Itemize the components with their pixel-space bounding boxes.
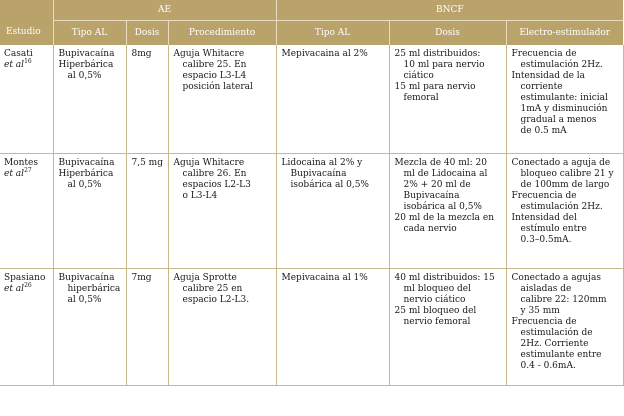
cell-line: aisladas de bbox=[520, 284, 572, 294]
cell-line: 0.4 - 0.6mA. bbox=[520, 361, 576, 371]
cell-line: calibre 22: 120mm bbox=[520, 295, 607, 305]
header-group-row bbox=[0, 0, 623, 21]
cell-line: 2% + 20 ml de bbox=[403, 180, 471, 190]
cell-line: cada nervio bbox=[403, 224, 457, 234]
cell-line: Hiperbárica bbox=[58, 169, 114, 179]
study-ref: 16 bbox=[24, 58, 32, 65]
cell-line: nervio ciático bbox=[403, 295, 466, 305]
cell-line: isobárica al 0,5% bbox=[403, 202, 482, 212]
cell-line: Aguja Whitacre bbox=[173, 49, 245, 59]
cell-line: Intensidad de la bbox=[511, 71, 586, 81]
cell-line: Bupivacaína bbox=[58, 49, 115, 59]
header-col-ae-tipo: Tipo AL bbox=[53, 21, 126, 46]
cell-ae-tipo bbox=[53, 45, 126, 154]
cell-electro bbox=[506, 269, 623, 386]
cell-line: Mepivacaina al 1% bbox=[281, 273, 368, 283]
cell-line: Aguja Sprotte bbox=[173, 273, 237, 283]
cell-ae-dosis bbox=[126, 154, 168, 269]
study-etal: et al bbox=[4, 169, 25, 179]
cell-ae-dosis bbox=[126, 269, 168, 386]
cell-ae-dosis bbox=[126, 45, 168, 154]
cell-line: Frecuencia de bbox=[511, 317, 577, 327]
cell-line: al 0,5% bbox=[67, 71, 102, 81]
header-group-bncf: BNCF bbox=[276, 0, 623, 21]
cell-line: de 0.5 mA bbox=[520, 126, 567, 136]
header-col-ae-dosis: Dosis bbox=[126, 21, 168, 46]
cell-line: espacios L2-L3 bbox=[182, 180, 251, 190]
cell-study bbox=[0, 269, 53, 386]
cell-line: Conectado a agujas bbox=[511, 273, 601, 283]
cell-line: de 100mm de largo bbox=[520, 180, 610, 190]
cell-line: bloqueo calibre 21 y bbox=[520, 169, 614, 179]
cell-bncf-dosis bbox=[389, 154, 506, 269]
cell-line: 20 ml de la mezcla en bbox=[394, 213, 495, 223]
cell-line: nervio femoral bbox=[403, 317, 471, 327]
cell-line: Lidocaina al 2% y bbox=[281, 158, 363, 168]
cell-line: Mepivacaina al 2% bbox=[281, 49, 368, 59]
cell-line: 7,5 mg bbox=[131, 158, 163, 168]
cell-line: calibre 26. En bbox=[182, 169, 247, 179]
cell-line: estimulante entre bbox=[520, 350, 602, 360]
cell-line: 25 ml distribuidos: bbox=[394, 49, 481, 59]
cell-line: estimulación 2Hz. bbox=[520, 202, 603, 212]
cell-electro bbox=[506, 154, 623, 269]
cell-line: Frecuencia de bbox=[511, 191, 577, 201]
cell-line: Hiperbárica bbox=[58, 60, 114, 70]
header-col-estudio: Estudio bbox=[0, 21, 53, 46]
cell-electro bbox=[506, 45, 623, 154]
cell-line: 10 ml para nervio bbox=[403, 60, 485, 70]
header-col-electro: Electro-estimulador bbox=[506, 21, 623, 46]
cell-line: ml de Lidocaina al bbox=[403, 169, 488, 179]
cell-ae-tipo bbox=[53, 154, 126, 269]
cell-line: Intensidad del bbox=[511, 213, 577, 223]
cell-bncf-tipo bbox=[276, 269, 389, 386]
cell-line: 1mA y disminución bbox=[520, 104, 608, 114]
study-etal: et al bbox=[4, 60, 25, 70]
header-col-bncf-dosis: Dosis bbox=[389, 21, 506, 46]
header-blank bbox=[0, 0, 53, 21]
cell-procedimiento bbox=[168, 45, 276, 154]
cell-line: hiperbárica bbox=[67, 284, 121, 294]
cell-line: calibre 25 en bbox=[182, 284, 243, 294]
study-etal: et al bbox=[4, 284, 25, 294]
cell-line: o L3-L4 bbox=[182, 191, 218, 201]
cell-line: y 35 mm bbox=[520, 306, 560, 316]
cell-line: 8mg bbox=[131, 49, 152, 59]
cell-bncf-dosis bbox=[389, 269, 506, 386]
header-column-row bbox=[0, 21, 623, 46]
cell-line: femoral bbox=[403, 93, 439, 103]
cell-line: ml bloqueo del bbox=[403, 284, 471, 294]
cell-line: Aguja Whitacre bbox=[173, 158, 245, 168]
study-ref: 27 bbox=[24, 167, 32, 174]
cell-procedimiento bbox=[168, 269, 276, 386]
cell-line: estimulante: inicial bbox=[520, 93, 608, 103]
cell-study bbox=[0, 45, 53, 154]
cell-line: al 0,5% bbox=[67, 295, 102, 305]
cell-line: Conectado a aguja de bbox=[511, 158, 611, 168]
cell-line: calibre 25. En bbox=[182, 60, 247, 70]
header-col-bncf-tipo: Tipo AL bbox=[276, 21, 389, 46]
table-row bbox=[0, 45, 623, 154]
cell-ae-tipo bbox=[53, 269, 126, 386]
cell-line: Bupivacaína bbox=[403, 191, 460, 201]
cell-line: Mezcla de 40 ml: 20 bbox=[394, 158, 487, 168]
cell-line: espacio L3-L4 bbox=[182, 71, 247, 81]
cell-line: 2Hz. Corriente bbox=[520, 339, 589, 349]
cell-line: 25 ml bloqueo del bbox=[394, 306, 477, 316]
header-group-ae: AE bbox=[53, 0, 276, 21]
table-row bbox=[0, 269, 623, 386]
cell-line: al 0,5% bbox=[67, 180, 102, 190]
cell-line: 0.3–0.5mA. bbox=[520, 235, 572, 245]
header-col-procedimiento: Procedimiento bbox=[168, 21, 276, 46]
cell-line: estímulo entre bbox=[520, 224, 587, 234]
cell-line: 15 ml para nervio bbox=[394, 82, 476, 92]
cell-line: ciático bbox=[403, 71, 434, 81]
cell-line: 40 ml distribuidos: 15 bbox=[394, 273, 495, 283]
cell-study bbox=[0, 154, 53, 269]
cell-line: Bupivacaína bbox=[290, 169, 347, 179]
cell-bncf-dosis bbox=[389, 45, 506, 154]
cell-line: estimulación 2Hz. bbox=[520, 60, 603, 70]
study-name: Casati bbox=[4, 49, 33, 59]
cell-line: corriente bbox=[520, 82, 563, 92]
study-name: Montes bbox=[4, 158, 38, 168]
cell-line: posición lateral bbox=[182, 82, 253, 92]
cell-procedimiento bbox=[168, 154, 276, 269]
cell-line: 7mg bbox=[131, 273, 152, 283]
cell-line: gradual a menos bbox=[520, 115, 597, 125]
cell-bncf-tipo bbox=[276, 154, 389, 269]
study-name: Spasiano bbox=[4, 273, 46, 283]
cell-line: espacio L2-L3. bbox=[182, 295, 250, 305]
cell-line: Bupivacaína bbox=[58, 158, 115, 168]
cell-line: Bupivacaína bbox=[58, 273, 115, 283]
cell-bncf-tipo bbox=[276, 45, 389, 154]
study-ref: 26 bbox=[24, 282, 32, 289]
cell-line: Frecuencia de bbox=[511, 49, 577, 59]
table-row bbox=[0, 154, 623, 269]
cell-line: isobárica al 0,5% bbox=[290, 180, 369, 190]
cell-line: estimulación de bbox=[520, 328, 593, 338]
